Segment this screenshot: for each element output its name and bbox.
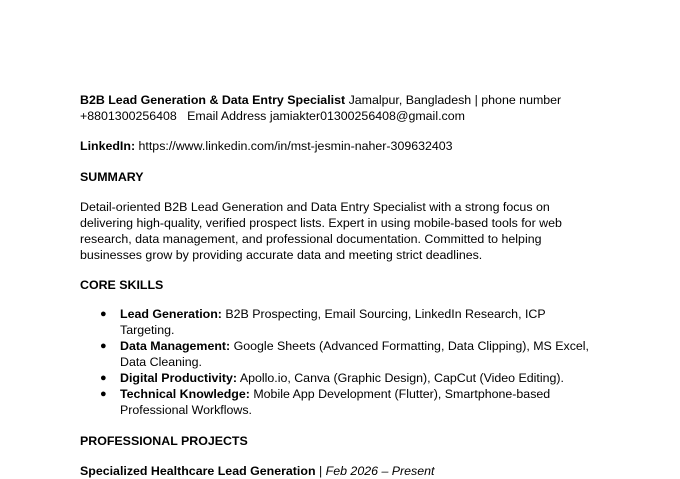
skill-label: Digital Productivity: [120,371,238,385]
skill-label: Data Management: [120,339,231,353]
skill-label: Technical Knowledge: [120,387,250,401]
core-skills-list [80,306,600,418]
linkedin-url: https://www.linkedin.com/in/mst-jesmin-naher-309632403 [138,139,453,153]
list-item [80,306,600,338]
list-item [80,386,600,418]
linkedin-label: LinkedIn: [80,139,136,153]
email-address: jamiakter01300256408@gmail.com [269,109,465,123]
project-title: Specialized Healthcare Lead Generation [80,464,316,478]
list-item [80,338,600,370]
linkedin-line [80,138,600,154]
core-skills-heading: CORE SKILLS [80,278,164,292]
bullet-icon: ● [100,308,107,320]
email-label: Email Address [187,109,267,123]
skill-text: Apollo.io, Canva (Graphic Design), CapCut (Video Editing). [239,371,564,385]
bullet-icon: ● [100,372,107,384]
location-phone-text: Jamalpur, Bangladesh | phone number [348,93,562,107]
list-item [80,370,600,386]
skill-label: Lead Generation: [120,307,222,321]
contact-block [80,92,600,124]
project-title-line [80,463,600,479]
phone-number: +8801300256408 [80,109,177,123]
summary-heading: SUMMARY [80,170,144,184]
project-dates: Feb 2026 – Present [325,464,435,478]
skill-text: Mobile App Development (Flutter), Smartphone-based Professional Workflows. [120,387,551,417]
bullet-icon: ● [100,388,107,400]
job-title: B2B Lead Generation & Data Entry Specialist [80,93,346,107]
bullet-icon: ● [100,340,107,352]
summary-text: Detail-oriented B2B Lead Generation and Data Entry Specialist with a strong focus on delivering high-quality, verified prospect lists. Expert in using mobile-based tools for web research, data management, and professional documentation. Committed to helping businesses grow by providing accurate data and meeting strict deadlines. [80,200,562,262]
skill-text: Google Sheets (Advanced Formatting, Data Clipping), MS Excel, Data Cleaning. [120,339,589,369]
project-separator: | [318,464,323,478]
skill-text: B2B Prospecting, Email Sourcing, LinkedIn Research, ICP Targeting. [120,307,546,337]
resume-document [80,92,600,479]
projects-heading: PROFESSIONAL PROJECTS [80,434,248,448]
